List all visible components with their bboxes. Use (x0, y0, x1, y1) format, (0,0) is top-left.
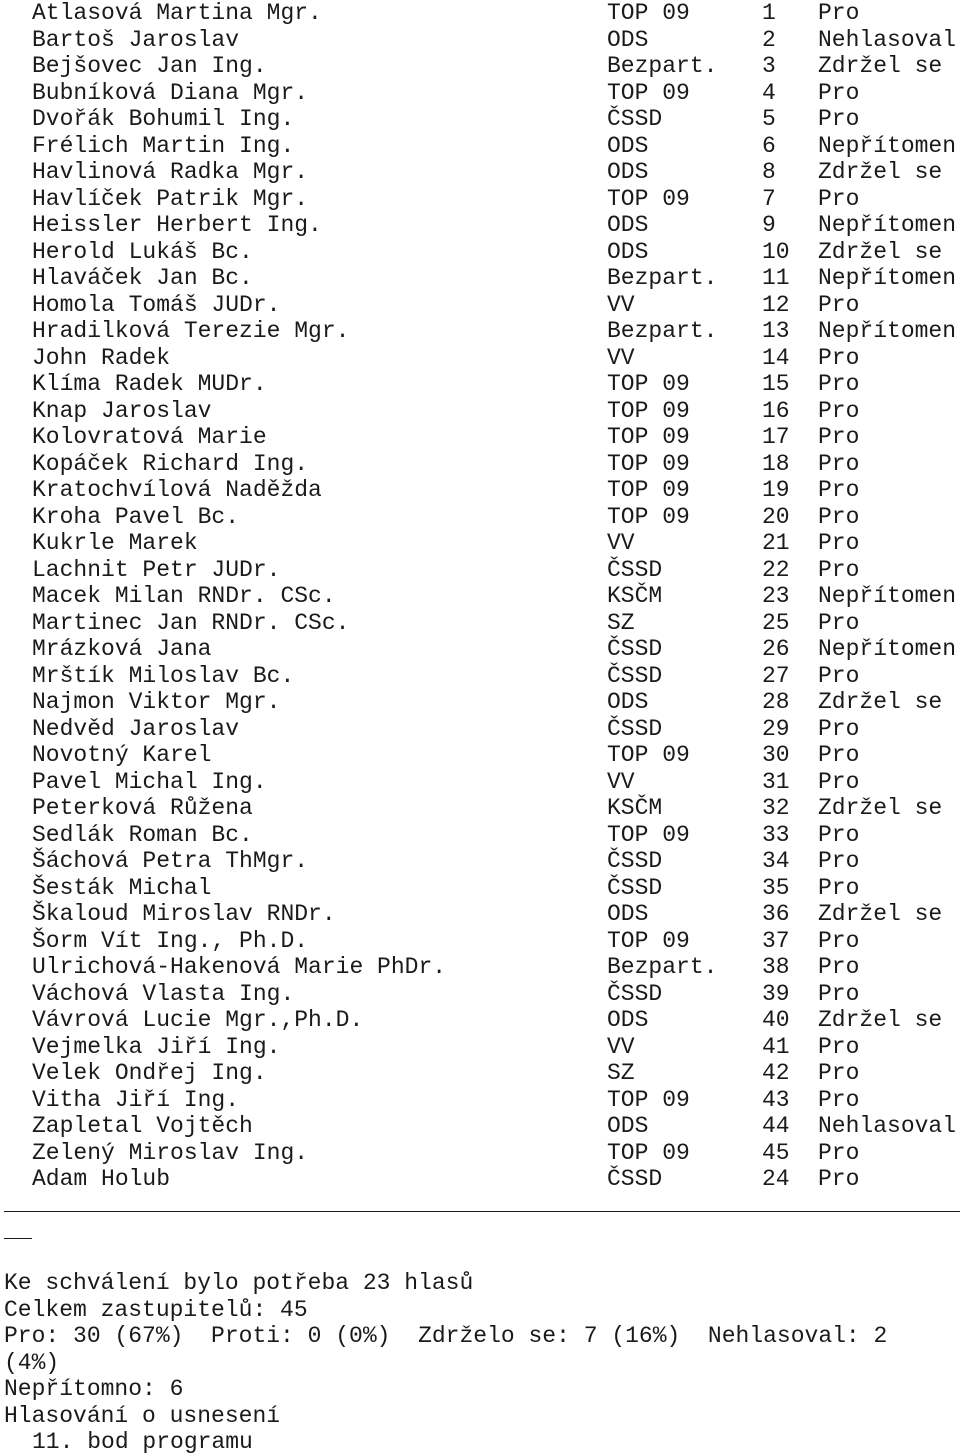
member-number: 34 (762, 848, 790, 874)
member-vote: Zdržel se (818, 53, 943, 79)
member-name: Novotný Karel (32, 742, 212, 768)
results-text: Pro: 30 (67%) Proti: 0 (0%) Zdrželo se: 7 (16%) Nehlasoval: 2 (4, 1323, 888, 1349)
member-name: Šesták Michal (32, 874, 212, 901)
member-party: TOP 09 (607, 450, 690, 477)
member-number: 41 (762, 1033, 790, 1060)
member-vote: Pro (818, 874, 860, 901)
table-row (0, 769, 960, 796)
agenda-item-text: 11. bod programu (32, 1429, 253, 1455)
member-vote: Pro (818, 980, 860, 1007)
member-name: Bejšovec Jan Ing. (32, 53, 267, 79)
table-row (0, 954, 960, 981)
member-number: 10 (762, 238, 790, 265)
required-votes-text: Ke schválení bylo potřeba 23 hlasů (4, 1270, 474, 1296)
member-number: 42 (762, 1060, 790, 1086)
member-vote: Pro (818, 503, 860, 530)
member-party: ODS (607, 1113, 649, 1139)
member-number: 43 (762, 1086, 790, 1113)
member-name: Hlaváček Jan Bc. (32, 265, 253, 291)
member-party: VV (607, 344, 635, 371)
table-row (0, 345, 960, 372)
member-party: ČSSD (607, 636, 663, 662)
member-vote: Nehlasoval (818, 26, 957, 53)
member-vote: Pro (818, 424, 860, 450)
table-row (0, 53, 960, 80)
member-number: 26 (762, 636, 790, 662)
member-vote: Pro (818, 1139, 860, 1166)
member-vote: Zdržel se (818, 1007, 943, 1033)
member-party: TOP 09 (607, 477, 690, 503)
member-party: TOP 09 (607, 927, 690, 954)
table-row (0, 530, 960, 557)
member-vote: Pro (818, 768, 860, 795)
member-name: Homola Tomáš JUDr. (32, 291, 281, 318)
member-name: Mrázková Jana (32, 636, 212, 662)
member-number: 37 (762, 927, 790, 954)
member-party: TOP 09 (607, 503, 690, 530)
member-number: 3 (762, 53, 776, 79)
member-party: TOP 09 (607, 397, 690, 424)
member-name: Macek Milan RNDr. CSc. (32, 583, 336, 609)
member-number: 11 (762, 265, 790, 291)
table-row (0, 265, 960, 292)
member-party: KSČM (607, 795, 663, 821)
member-party: ODS (607, 132, 649, 159)
member-vote: Pro (818, 344, 860, 371)
table-row (0, 1034, 960, 1061)
member-name: Vitha Jiří Ing. (32, 1086, 240, 1113)
member-party: ČSSD (607, 848, 663, 874)
member-number: 16 (762, 397, 790, 424)
member-vote: Pro (818, 0, 860, 26)
member-vote: Nepřítomen (818, 636, 957, 662)
member-party: ČSSD (607, 106, 663, 132)
member-name: Velek Ondřej Ing. (32, 1060, 267, 1086)
member-name: Herold Lukáš Bc. (32, 238, 253, 265)
member-name: Knap Jaroslav (32, 397, 212, 424)
member-name: Heissler Herbert Ing. (32, 212, 322, 238)
member-vote: Zdržel se (818, 901, 943, 927)
member-vote: Pro (818, 821, 860, 848)
member-name: Kolovratová Marie (32, 424, 267, 450)
member-party: ČSSD (607, 980, 663, 1007)
member-party: Bezpart. (607, 265, 718, 291)
member-name: Havlinová Radka Mgr. (32, 159, 309, 185)
table-row (0, 318, 960, 345)
member-vote: Nepřítomen (818, 318, 957, 344)
member-vote: Pro (818, 1033, 860, 1060)
member-party: VV (607, 291, 635, 318)
table-row (0, 795, 960, 822)
member-number: 33 (762, 821, 790, 848)
member-name: Váchová Vlasta Ing. (32, 980, 295, 1007)
member-number: 30 (762, 742, 790, 768)
member-number: 9 (762, 212, 776, 238)
member-vote: Pro (818, 1060, 860, 1086)
member-name: Škaloud Miroslav RNDr. (32, 901, 336, 927)
member-name: Havlíček Patrik Mgr. (32, 185, 309, 212)
member-name: Kroha Pavel Bc. (32, 503, 240, 530)
member-number: 31 (762, 768, 790, 795)
member-name: Pavel Michal Ing. (32, 768, 267, 795)
member-party: ČSSD (607, 715, 663, 742)
member-party: ODS (607, 238, 649, 265)
divider-line-tail (4, 1238, 32, 1239)
member-vote: Pro (818, 185, 860, 212)
table-row (0, 636, 960, 663)
member-vote: Pro (818, 1166, 860, 1192)
member-name: Najmon Viktor Mgr. (32, 689, 281, 715)
table-row (0, 424, 960, 451)
member-number: 6 (762, 132, 776, 159)
member-number: 29 (762, 715, 790, 742)
member-party: VV (607, 768, 635, 795)
table-row (0, 106, 960, 133)
table-row (0, 610, 960, 637)
member-party: SZ (607, 609, 635, 636)
table-row (0, 133, 960, 160)
table-row (0, 716, 960, 743)
member-party: ČSSD (607, 662, 663, 689)
member-party: VV (607, 530, 635, 556)
member-number: 13 (762, 318, 790, 344)
member-party: TOP 09 (607, 371, 690, 397)
table-row (0, 822, 960, 849)
member-number: 12 (762, 291, 790, 318)
member-name: Vávrová Lucie Mgr.,Ph.D. (32, 1007, 364, 1033)
member-number: 38 (762, 954, 790, 980)
member-party: TOP 09 (607, 0, 690, 26)
absent-count-text: Nepřítomno: 6 (4, 1376, 184, 1402)
member-party: TOP 09 (607, 424, 690, 450)
member-number: 24 (762, 1166, 790, 1192)
member-vote: Pro (818, 742, 860, 768)
table-row (0, 504, 960, 531)
member-vote: Nepřítomen (818, 265, 957, 291)
member-vote: Pro (818, 848, 860, 874)
member-vote: Pro (818, 609, 860, 636)
member-vote: Pro (818, 79, 860, 106)
member-number: 19 (762, 477, 790, 503)
member-party: KSČM (607, 583, 663, 609)
member-number: 28 (762, 689, 790, 715)
member-vote: Pro (818, 371, 860, 397)
member-name: Bartoš Jaroslav (32, 26, 240, 53)
table-row (0, 186, 960, 213)
member-name: Šorm Vít Ing., Ph.D. (32, 927, 309, 954)
member-party: ODS (607, 689, 649, 715)
member-party: ODS (607, 1007, 649, 1033)
member-vote: Pro (818, 291, 860, 318)
table-row (0, 928, 960, 955)
member-party: TOP 09 (607, 821, 690, 848)
member-vote: Pro (818, 954, 860, 980)
member-party: ČSSD (607, 556, 663, 583)
member-number: 7 (762, 185, 776, 212)
member-name: Dvořák Bohumil Ing. (32, 106, 295, 132)
member-number: 18 (762, 450, 790, 477)
member-name: Klíma Radek MUDr. (32, 371, 267, 397)
table-row (0, 742, 960, 769)
table-row (0, 451, 960, 478)
member-party: ČSSD (607, 874, 663, 901)
member-name: Hradilková Terezie Mgr. (32, 318, 350, 344)
member-vote: Nepřítomen (818, 583, 957, 609)
member-name: Atlasová Martina Mgr. (32, 0, 322, 26)
member-number: 40 (762, 1007, 790, 1033)
member-vote: Pro (818, 530, 860, 556)
member-name: Bubníková Diana Mgr. (32, 79, 309, 106)
member-number: 17 (762, 424, 790, 450)
member-name: Vejmelka Jiří Ing. (32, 1033, 281, 1060)
member-number: 8 (762, 159, 776, 185)
member-party: TOP 09 (607, 1086, 690, 1113)
member-name: Zapletal Vojtěch (32, 1113, 253, 1139)
member-vote: Pro (818, 397, 860, 424)
member-number: 14 (762, 344, 790, 371)
member-vote: Pro (818, 662, 860, 689)
table-row (0, 80, 960, 107)
member-number: 21 (762, 530, 790, 556)
member-number: 22 (762, 556, 790, 583)
member-name: Kukrle Marek (32, 530, 198, 556)
member-vote: Nehlasoval (818, 1113, 957, 1139)
member-number: 4 (762, 79, 776, 106)
table-row (0, 477, 960, 504)
member-vote: Pro (818, 450, 860, 477)
vote-summary (4, 1270, 956, 1456)
table-row (0, 0, 960, 27)
member-number: 25 (762, 609, 790, 636)
table-row (0, 1113, 960, 1140)
member-vote: Pro (818, 556, 860, 583)
member-number: 5 (762, 106, 776, 132)
member-vote: Pro (818, 477, 860, 503)
table-row (0, 1140, 960, 1167)
member-vote: Zdržel se (818, 795, 943, 821)
member-name: John Radek (32, 344, 171, 371)
table-row (0, 1007, 960, 1034)
member-party: Bezpart. (607, 954, 718, 980)
member-number: 36 (762, 901, 790, 927)
table-row (0, 1087, 960, 1114)
member-party: ČSSD (607, 1166, 663, 1192)
table-row (0, 663, 960, 690)
member-vote: Pro (818, 1086, 860, 1113)
member-name: Kratochvílová Naděžda (32, 477, 322, 503)
member-party: Bezpart. (607, 318, 718, 344)
member-name: Zelený Miroslav Ing. (32, 1139, 309, 1166)
member-number: 1 (762, 0, 776, 26)
member-number: 15 (762, 371, 790, 397)
table-row (0, 239, 960, 266)
member-vote: Pro (818, 927, 860, 954)
member-party: TOP 09 (607, 742, 690, 768)
member-party: Bezpart. (607, 53, 718, 79)
table-row (0, 689, 960, 716)
vote-type-text: Hlasování o usnesení (4, 1402, 281, 1429)
table-row (0, 1166, 960, 1193)
member-vote: Pro (818, 715, 860, 742)
table-row (0, 371, 960, 398)
member-number: 27 (762, 662, 790, 689)
member-number: 39 (762, 980, 790, 1007)
member-number: 2 (762, 26, 776, 53)
member-vote: Zdržel se (818, 689, 943, 715)
member-vote: Pro (818, 106, 860, 132)
member-party: ODS (607, 26, 649, 53)
table-row (0, 1060, 960, 1087)
member-party: TOP 09 (607, 185, 690, 212)
member-vote: Nepřítomen (818, 132, 957, 159)
table-row (0, 212, 960, 239)
table-row (0, 557, 960, 584)
member-number: 45 (762, 1139, 790, 1166)
member-party: ODS (607, 212, 649, 238)
member-party: TOP 09 (607, 1139, 690, 1166)
member-name: Lachnit Petr JUDr. (32, 556, 281, 583)
member-party: ODS (607, 901, 649, 927)
member-number: 44 (762, 1113, 790, 1139)
member-number: 32 (762, 795, 790, 821)
member-party: SZ (607, 1060, 635, 1086)
table-row (0, 398, 960, 425)
divider-line (4, 1211, 960, 1212)
table-row (0, 875, 960, 902)
member-name: Peterková Růžena (32, 795, 253, 821)
member-party: ODS (607, 159, 649, 185)
member-name: Sedlák Roman Bc. (32, 821, 253, 848)
table-row (0, 981, 960, 1008)
member-number: 35 (762, 874, 790, 901)
member-vote: Zdržel se (818, 159, 943, 185)
table-row (0, 159, 960, 186)
member-name: Ulrichová-Hakenová Marie PhDr. (32, 954, 447, 980)
member-name: Martinec Jan RNDr. CSc. (32, 609, 350, 636)
total-members-text: Celkem zastupitelů: 45 (4, 1296, 308, 1323)
member-name: Mrštík Miloslav Bc. (32, 662, 295, 689)
member-number: 20 (762, 503, 790, 530)
table-row (0, 583, 960, 610)
member-name: Adam Holub (32, 1166, 171, 1192)
member-vote: Nepřítomen (818, 212, 957, 238)
table-row (0, 901, 960, 928)
member-name: Nedvěd Jaroslav (32, 715, 240, 742)
table-row (0, 27, 960, 54)
results-text-continued: (4%) (4, 1349, 60, 1376)
member-party: VV (607, 1033, 635, 1060)
member-vote: Zdržel se (818, 238, 943, 265)
member-name: Šáchová Petra ThMgr. (32, 848, 309, 874)
table-row (0, 292, 960, 319)
member-party: TOP 09 (607, 79, 690, 106)
member-name: Frélich Martin Ing. (32, 132, 295, 159)
member-number: 23 (762, 583, 790, 609)
table-row (0, 848, 960, 875)
member-name: Kopáček Richard Ing. (32, 450, 309, 477)
